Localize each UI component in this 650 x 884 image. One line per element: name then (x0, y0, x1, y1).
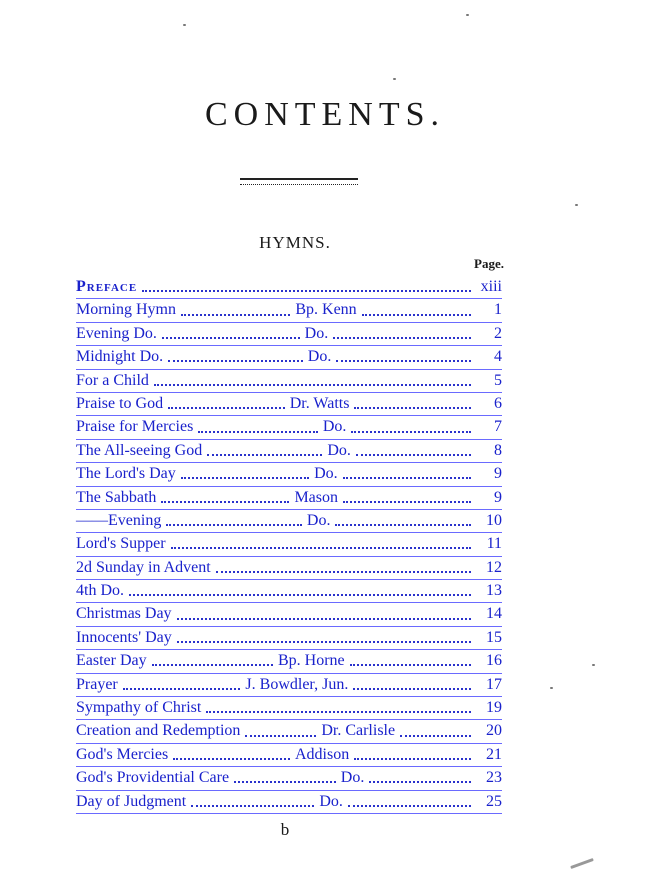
toc-entry-page-number: 14 (486, 605, 502, 623)
title-ornament-rule (240, 178, 358, 185)
scan-speck (466, 14, 469, 16)
dot-leader (162, 337, 300, 339)
toc-entry-title: Day of Judgment (76, 792, 187, 810)
toc-entry-title: Sympathy of Christ (76, 699, 202, 717)
toc-entry-page-number: 10 (486, 511, 503, 529)
toc-entry[interactable] (76, 603, 502, 626)
toc-entry-author: Do. (327, 441, 351, 459)
toc-entry-page-number: 9 (494, 488, 503, 506)
toc-entry-page-number: 15 (486, 628, 502, 646)
dot-leader (207, 454, 322, 456)
signature-mark: b (280, 820, 290, 839)
dot-leader (350, 664, 471, 666)
toc-entry-page-number: 12 (486, 558, 502, 576)
toc-entry-title: For a Child (76, 371, 149, 389)
dot-leader (152, 664, 273, 666)
toc-entry[interactable] (76, 767, 502, 790)
toc-entry-author: Do. (307, 348, 332, 366)
dot-leader (129, 594, 471, 596)
toc-entry-author: Do. (314, 465, 338, 483)
dot-leader (198, 431, 318, 433)
dot-leader (154, 384, 471, 386)
toc-entry[interactable] (76, 720, 502, 743)
toc-entry-page-number: 2 (494, 324, 502, 342)
dot-leader (335, 524, 471, 526)
scan-speck (570, 858, 594, 869)
dot-leader (171, 547, 471, 549)
dot-leader (168, 360, 303, 362)
toc-entry-page-number: 6 (494, 394, 503, 412)
dot-leader (343, 477, 471, 479)
scan-speck (393, 78, 396, 80)
dot-leader (245, 735, 316, 737)
dot-leader (343, 501, 471, 503)
toc-entry-page-number: 8 (494, 441, 503, 459)
toc-entry-page-number: 25 (486, 792, 503, 810)
toc-entry-author: Do. (319, 792, 343, 810)
toc-entry[interactable] (76, 744, 502, 767)
toc-entry-title: God's Providential Care (76, 769, 230, 787)
toc-entry-author: Do. (304, 324, 329, 342)
toc-entry[interactable] (76, 557, 502, 580)
toc-entry-title: The Lord's Day (76, 465, 176, 483)
dot-leader (177, 641, 471, 643)
toc-entry-page-number: 1 (494, 301, 503, 319)
scan-speck (575, 204, 578, 206)
toc-entry[interactable] (76, 697, 502, 720)
toc-entry-author: J. Bowdler, Jun. (245, 675, 349, 693)
dot-leader (348, 805, 471, 807)
toc-entry-title: Midnight Do. (76, 348, 164, 366)
toc-entry-page-number: 9 (494, 465, 502, 483)
dot-leader (123, 688, 241, 690)
toc-entry-title: Preface (76, 278, 138, 295)
toc-entry-author: Do. (322, 418, 347, 436)
toc-entry-page-number: 7 (494, 418, 503, 436)
toc-entry-title: Creation and Redemption (76, 722, 241, 740)
toc-entry[interactable] (76, 299, 502, 322)
toc-entry-title: ——Evening (76, 511, 162, 529)
toc-entry-author: Do. (340, 769, 365, 787)
toc-entry[interactable] (76, 440, 502, 463)
toc-entry-author: Dr. Watts (289, 394, 350, 412)
toc-entry[interactable] (76, 650, 502, 673)
toc-entry-page-number: 5 (494, 371, 502, 389)
dot-leader (333, 337, 471, 339)
dot-leader (191, 805, 314, 807)
toc-entry[interactable] (76, 323, 502, 346)
toc-entry-page-number: 4 (494, 348, 502, 366)
toc-entry-author: Bp. Horne (278, 652, 345, 670)
toc-entry[interactable] (76, 393, 502, 416)
toc-entry-title: Prayer (76, 675, 118, 693)
toc-entry-page-number: 21 (486, 745, 502, 763)
dot-leader (181, 314, 290, 316)
toc-entry-page-number: 19 (486, 699, 502, 717)
scan-speck (592, 664, 595, 666)
dot-leader (173, 758, 290, 760)
toc-entry[interactable] (76, 580, 502, 603)
dot-leader (166, 524, 302, 526)
dot-leader (369, 781, 471, 783)
scan-speck (183, 24, 186, 26)
table-of-contents (76, 276, 502, 814)
dot-leader (354, 758, 471, 760)
toc-entry-title: Easter Day (76, 652, 147, 670)
dot-leader (168, 407, 285, 409)
toc-entry[interactable] (76, 487, 502, 510)
toc-entry[interactable] (76, 791, 502, 814)
dot-leader (400, 735, 471, 737)
toc-entry[interactable] (76, 276, 502, 299)
dot-leader (177, 618, 471, 620)
toc-entry-title: Morning Hymn (76, 301, 176, 319)
toc-entry-title: The All-seeing God (76, 441, 203, 459)
toc-entry-title: Innocents' Day (76, 628, 172, 646)
toc-entry-page-number: 11 (486, 535, 502, 553)
dot-leader (354, 407, 471, 409)
toc-entry[interactable] (76, 346, 502, 369)
toc-entry-title: Christmas Day (76, 605, 172, 623)
toc-entry-title: The Sabbath (76, 488, 157, 506)
dot-leader (161, 501, 289, 503)
toc-entry-author: Bp. Kenn (295, 301, 357, 319)
toc-entry[interactable] (76, 463, 502, 486)
toc-entry-title: 4th Do. (76, 582, 124, 600)
toc-entry-author: Dr. Carlisle (321, 722, 396, 740)
dot-leader (351, 431, 471, 433)
toc-entry-title: Lord's Supper (76, 535, 166, 553)
dot-leader (206, 711, 471, 713)
toc-entry-page-number: 13 (486, 582, 502, 600)
toc-entry[interactable] (76, 416, 502, 439)
toc-entry-page-number: 20 (486, 722, 503, 740)
dot-leader (216, 571, 471, 573)
section-heading: HYMNS. (259, 233, 331, 252)
toc-entry-title: 2d Sunday in Advent (76, 558, 211, 576)
page-column-label: Page. (474, 256, 504, 271)
dot-leader (181, 477, 309, 479)
toc-entry-title: God's Mercies (76, 745, 169, 763)
dot-leader (234, 781, 336, 783)
toc-entry-author: Do. (306, 511, 331, 529)
toc-entry-page-number: 23 (486, 769, 503, 787)
dot-leader (353, 688, 471, 690)
toc-entry-title: Praise to God (76, 394, 164, 412)
toc-entry-page-number: 17 (486, 675, 502, 693)
toc-entry-page-number: 16 (486, 652, 503, 670)
dot-leader (336, 360, 471, 362)
toc-entry-author: Addison (294, 745, 350, 763)
toc-entry[interactable] (76, 627, 502, 650)
toc-entry[interactable] (76, 370, 502, 393)
toc-entry[interactable] (76, 533, 502, 556)
toc-entry-page-number: xiii (480, 278, 502, 295)
page-title: CONTENTS. (204, 96, 446, 133)
toc-entry-title: Evening Do. (76, 324, 157, 342)
dot-leader (356, 454, 471, 456)
toc-entry-title: Praise for Mercies (76, 418, 194, 436)
toc-entry-author: Mason (294, 488, 338, 506)
toc-entry[interactable] (76, 674, 502, 697)
scan-speck (550, 687, 553, 689)
toc-entry[interactable] (76, 510, 502, 533)
dot-leader (362, 314, 471, 316)
dot-leader (142, 290, 471, 292)
